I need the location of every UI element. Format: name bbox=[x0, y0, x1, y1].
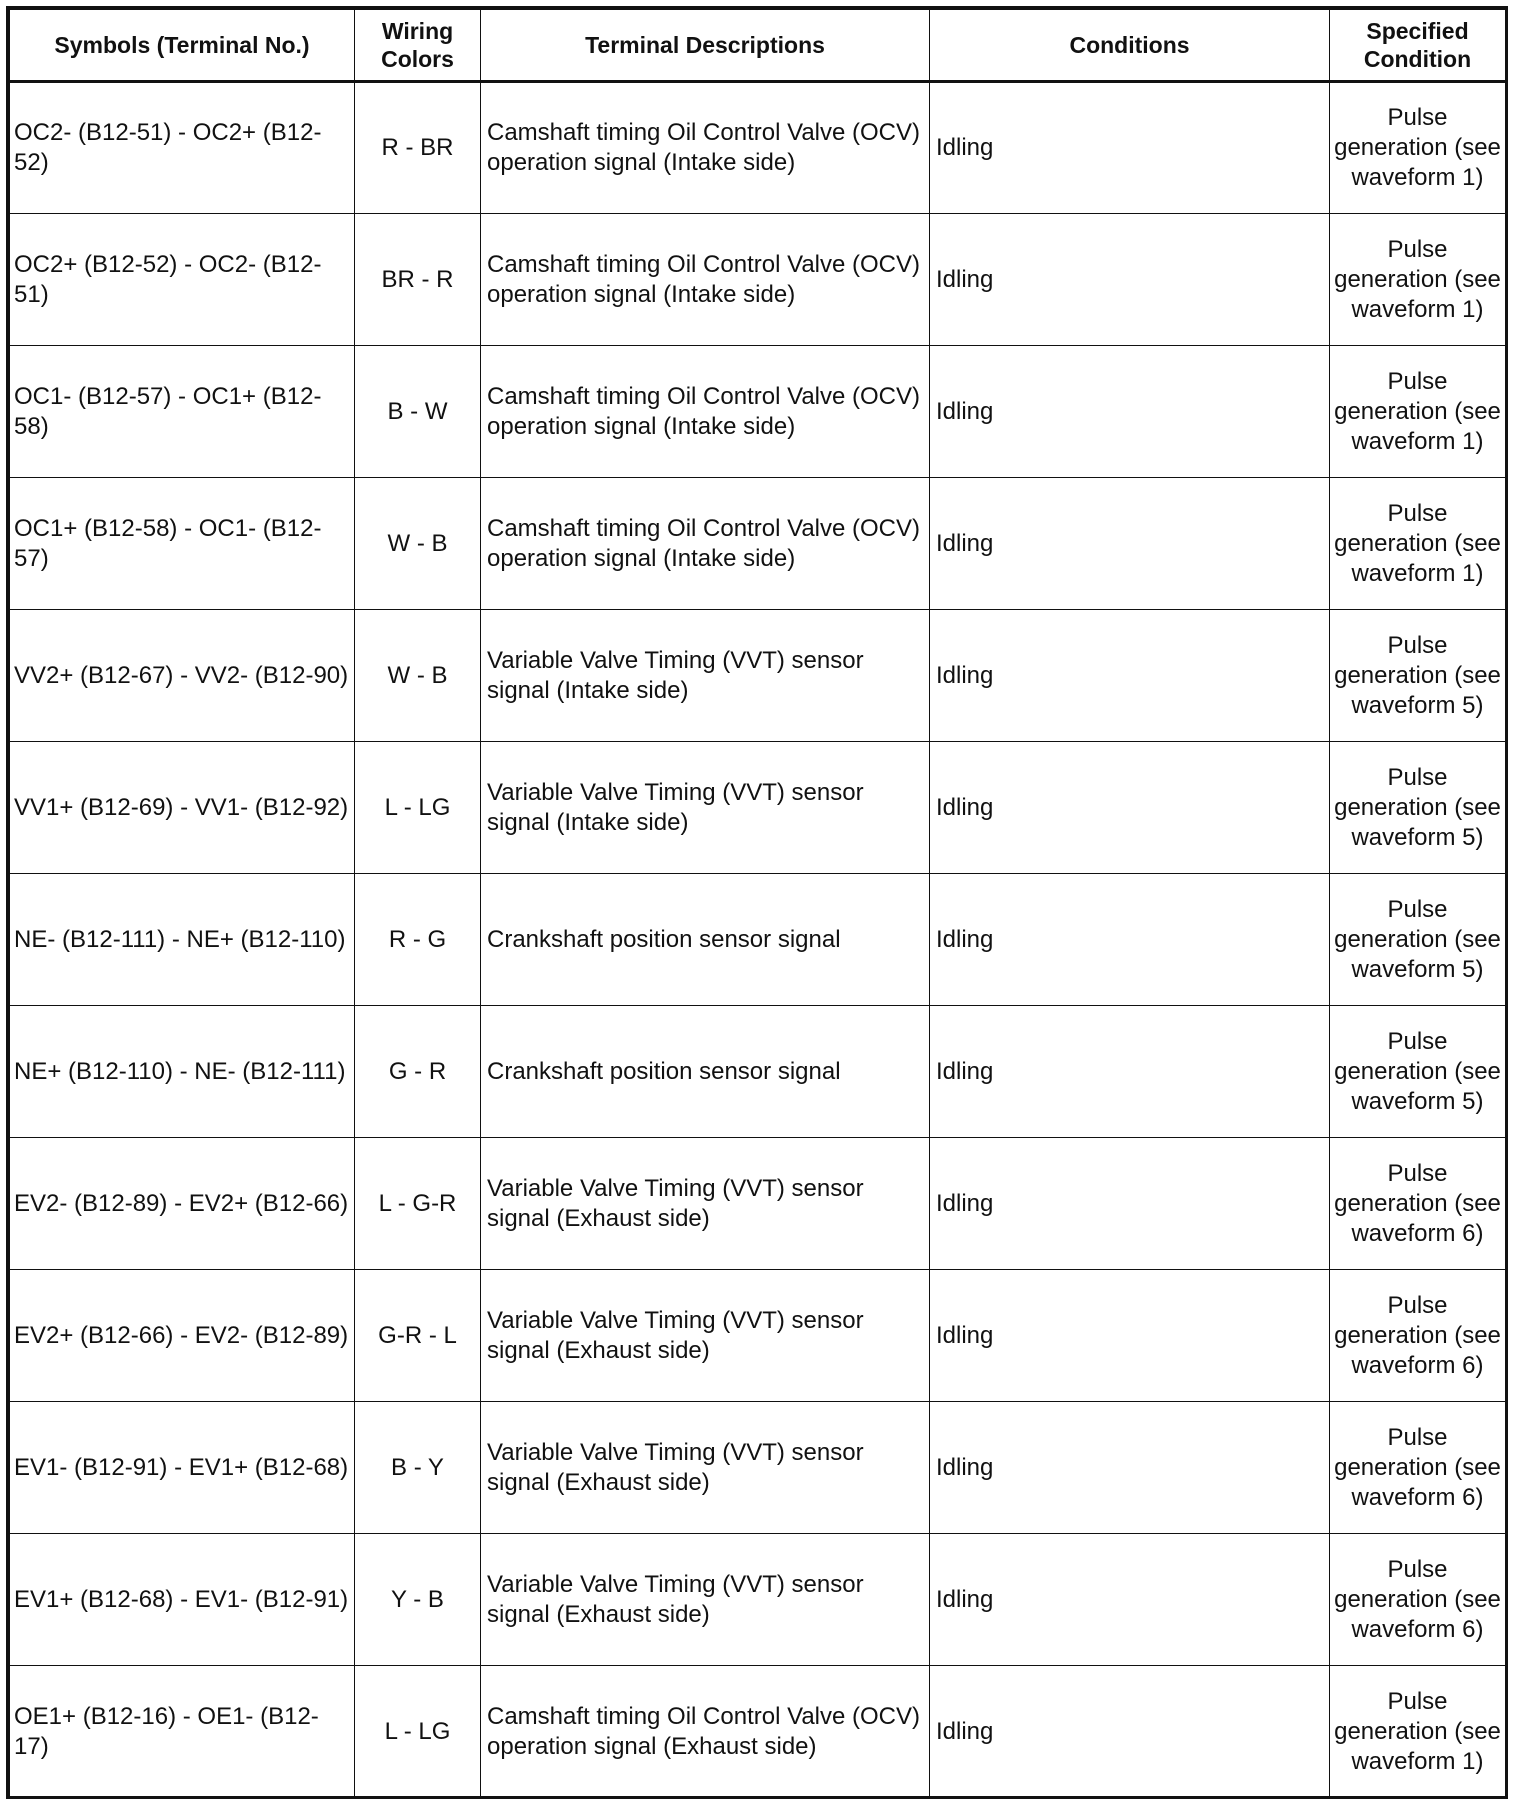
cell-description: Camshaft timing Oil Control Valve (OCV) operation signal (Exhaust side) bbox=[481, 1666, 930, 1798]
table-row bbox=[10, 1666, 1506, 1798]
cell-condition: Idling bbox=[930, 610, 1330, 742]
cell-specified: Pulse generation (see waveform 5) bbox=[1330, 742, 1506, 874]
cell-condition: Idling bbox=[930, 1006, 1330, 1138]
header-specified-condition: Specified Condition bbox=[1330, 10, 1506, 82]
cell-specified: Pulse generation (see waveform 1) bbox=[1330, 214, 1506, 346]
cell-symbol: EV2- (B12-89) - EV2+ (B12-66) bbox=[10, 1138, 355, 1270]
cell-wiring: R - G bbox=[355, 874, 481, 1006]
cell-symbol: OC1+ (B12-58) - OC1- (B12-57) bbox=[10, 478, 355, 610]
cell-specified: Pulse generation (see waveform 1) bbox=[1330, 346, 1506, 478]
table-row bbox=[10, 1534, 1506, 1666]
cell-symbol: EV2+ (B12-66) - EV2- (B12-89) bbox=[10, 1270, 355, 1402]
header-conditions: Conditions bbox=[930, 10, 1330, 82]
cell-symbol: OC2+ (B12-52) - OC2- (B12-51) bbox=[10, 214, 355, 346]
cell-description: Camshaft timing Oil Control Valve (OCV) operation signal (Intake side) bbox=[481, 478, 930, 610]
cell-wiring: W - B bbox=[355, 478, 481, 610]
cell-description: Camshaft timing Oil Control Valve (OCV) operation signal (Intake side) bbox=[481, 346, 930, 478]
table-row bbox=[10, 742, 1506, 874]
cell-symbol: OE1+ (B12-16) - OE1- (B12-17) bbox=[10, 1666, 355, 1798]
cell-specified: Pulse generation (see waveform 1) bbox=[1330, 82, 1506, 214]
table-row bbox=[10, 1138, 1506, 1270]
cell-condition: Idling bbox=[930, 214, 1330, 346]
cell-specified: Pulse generation (see waveform 6) bbox=[1330, 1402, 1506, 1534]
cell-description: Variable Valve Timing (VVT) sensor signal (Intake side) bbox=[481, 742, 930, 874]
cell-wiring: L - LG bbox=[355, 742, 481, 874]
cell-condition: Idling bbox=[930, 346, 1330, 478]
cell-description: Camshaft timing Oil Control Valve (OCV) operation signal (Intake side) bbox=[481, 82, 930, 214]
table-row bbox=[10, 1006, 1506, 1138]
cell-wiring: B - W bbox=[355, 346, 481, 478]
cell-description: Variable Valve Timing (VVT) sensor signal (Intake side) bbox=[481, 610, 930, 742]
cell-symbol: VV2+ (B12-67) - VV2- (B12-90) bbox=[10, 610, 355, 742]
cell-condition: Idling bbox=[930, 874, 1330, 1006]
cell-wiring: L - LG bbox=[355, 1666, 481, 1798]
cell-symbol: EV1- (B12-91) - EV1+ (B12-68) bbox=[10, 1402, 355, 1534]
cell-wiring: B - Y bbox=[355, 1402, 481, 1534]
cell-specified: Pulse generation (see waveform 5) bbox=[1330, 610, 1506, 742]
table-row bbox=[10, 1270, 1506, 1402]
cell-specified: Pulse generation (see waveform 1) bbox=[1330, 1666, 1506, 1798]
cell-condition: Idling bbox=[930, 742, 1330, 874]
cell-wiring: L - G-R bbox=[355, 1138, 481, 1270]
cell-description: Variable Valve Timing (VVT) sensor signal (Exhaust side) bbox=[481, 1270, 930, 1402]
header-wiring-colors: Wiring Colors bbox=[355, 10, 481, 82]
table-row bbox=[10, 874, 1506, 1006]
table-row bbox=[10, 346, 1506, 478]
cell-symbol: VV1+ (B12-69) - VV1- (B12-92) bbox=[10, 742, 355, 874]
cell-condition: Idling bbox=[930, 82, 1330, 214]
cell-description: Crankshaft position sensor signal bbox=[481, 874, 930, 1006]
cell-description: Crankshaft position sensor signal bbox=[481, 1006, 930, 1138]
cell-specified: Pulse generation (see waveform 5) bbox=[1330, 1006, 1506, 1138]
table-header-row bbox=[10, 10, 1506, 82]
cell-wiring: G - R bbox=[355, 1006, 481, 1138]
table-row bbox=[10, 478, 1506, 610]
cell-wiring: Y - B bbox=[355, 1534, 481, 1666]
header-symbols: Symbols (Terminal No.) bbox=[10, 10, 355, 82]
cell-wiring: BR - R bbox=[355, 214, 481, 346]
cell-condition: Idling bbox=[930, 478, 1330, 610]
cell-symbol: EV1+ (B12-68) - EV1- (B12-91) bbox=[10, 1534, 355, 1666]
cell-condition: Idling bbox=[930, 1666, 1330, 1798]
header-terminal-descriptions: Terminal Descriptions bbox=[481, 10, 930, 82]
cell-wiring: G-R - L bbox=[355, 1270, 481, 1402]
cell-specified: Pulse generation (see waveform 1) bbox=[1330, 478, 1506, 610]
cell-specified: Pulse generation (see waveform 5) bbox=[1330, 874, 1506, 1006]
cell-specified: Pulse generation (see waveform 6) bbox=[1330, 1138, 1506, 1270]
table-row bbox=[10, 610, 1506, 742]
table-row bbox=[10, 214, 1506, 346]
cell-symbol: NE- (B12-111) - NE+ (B12-110) bbox=[10, 874, 355, 1006]
terminal-table-sheet bbox=[6, 6, 1508, 1799]
table-row bbox=[10, 82, 1506, 214]
cell-condition: Idling bbox=[930, 1270, 1330, 1402]
cell-symbol: OC1- (B12-57) - OC1+ (B12-58) bbox=[10, 346, 355, 478]
cell-specified: Pulse generation (see waveform 6) bbox=[1330, 1534, 1506, 1666]
table-row bbox=[10, 1402, 1506, 1534]
cell-condition: Idling bbox=[930, 1402, 1330, 1534]
cell-condition: Idling bbox=[930, 1534, 1330, 1666]
cell-description: Variable Valve Timing (VVT) sensor signal (Exhaust side) bbox=[481, 1534, 930, 1666]
cell-specified: Pulse generation (see waveform 6) bbox=[1330, 1270, 1506, 1402]
cell-description: Variable Valve Timing (VVT) sensor signal (Exhaust side) bbox=[481, 1402, 930, 1534]
terminal-table bbox=[9, 9, 1506, 1798]
cell-symbol: OC2- (B12-51) - OC2+ (B12-52) bbox=[10, 82, 355, 214]
cell-description: Variable Valve Timing (VVT) sensor signal (Exhaust side) bbox=[481, 1138, 930, 1270]
cell-wiring: W - B bbox=[355, 610, 481, 742]
cell-symbol: NE+ (B12-110) - NE- (B12-111) bbox=[10, 1006, 355, 1138]
cell-wiring: R - BR bbox=[355, 82, 481, 214]
cell-description: Camshaft timing Oil Control Valve (OCV) operation signal (Intake side) bbox=[481, 214, 930, 346]
cell-condition: Idling bbox=[930, 1138, 1330, 1270]
